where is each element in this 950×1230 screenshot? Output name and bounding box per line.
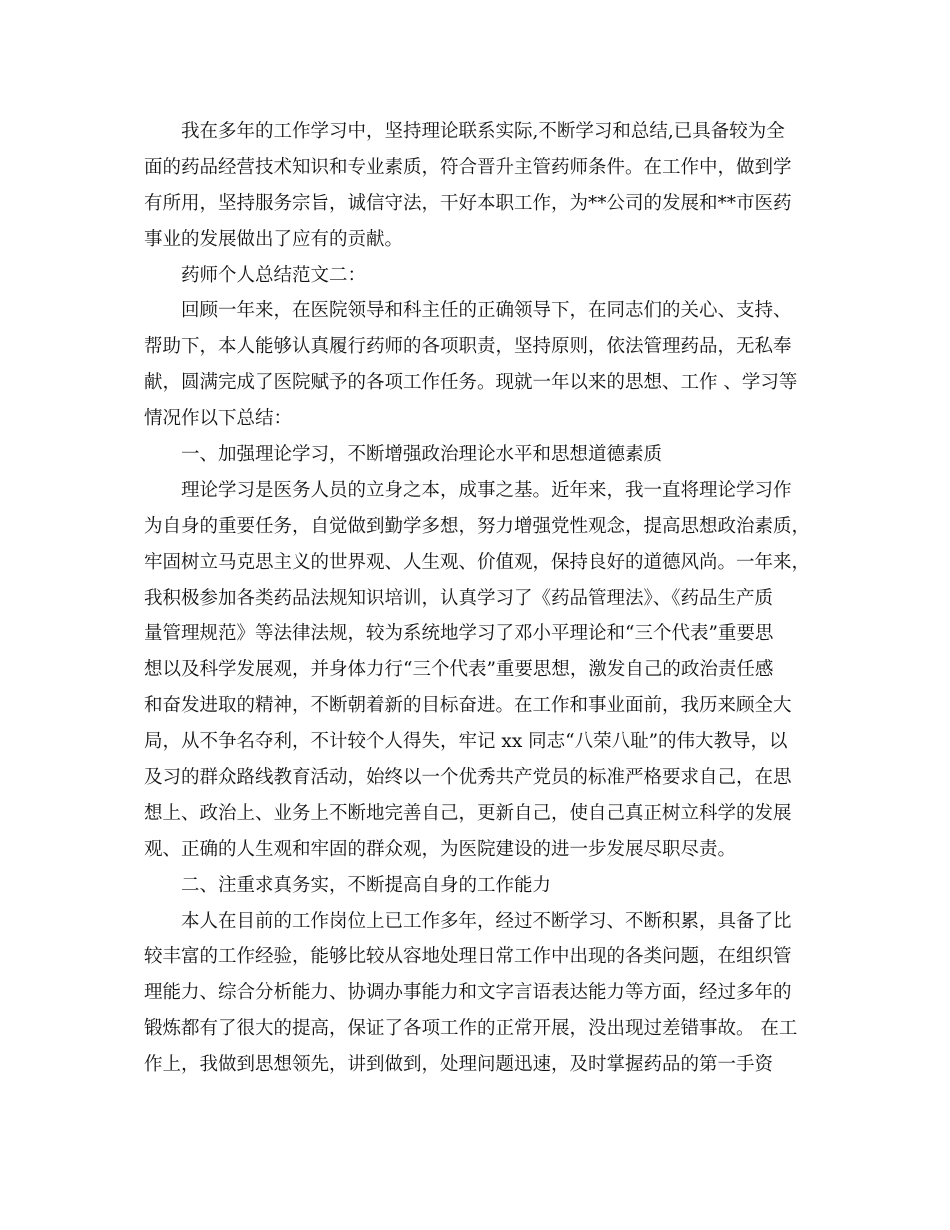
text-line: 及习的群众路线教育活动，始终以一个优秀共产党员的标准严格要求自己，在思 (144, 767, 792, 789)
text-line: 较丰富的工作经验，能够比较从容地处理日常工作中出现的各类问题，在组织管 (144, 946, 792, 968)
text-line: 和奋发进取的精神，不断朝着新的目标奋进。在工作和事业面前，我历来顾全大 (144, 695, 792, 717)
text-line: 事业的发展做出了应有的贡献。 (144, 228, 404, 250)
text-line: 一、加强理论学习，不断增强政治理论水平和思想道德素质 (181, 444, 663, 466)
text-line: 情况作以下总结： (144, 408, 293, 430)
text-line: 药师个人总结范文二： (181, 264, 367, 286)
text-line: 想以及科学发展观，并身体力行“三个代表”重要思想，激发自己的政治责任感 (144, 659, 774, 681)
text-line: 帮助下，本人能够认真履行药师的各项职责，坚持原则，依法管理药品，无私奉 (144, 336, 792, 358)
text-line: 我在多年的工作学习中，坚持理论联系实际,不断学习和总结,已具备较为全 (181, 121, 785, 142)
text-line: 有所用，坚持服务宗旨，诚信守法，干好本职工作，为**公司的发展和**市医药 (144, 192, 792, 214)
text-line: 牢固树立马克思主义的世界观、人生观、价值观，保持良好的道德风尚。一年来， (144, 551, 811, 573)
text-line: 本人在目前的工作岗位上已工作多年，经过不断学习、不断积累，具备了比 (181, 910, 792, 932)
document-body (144, 114, 811, 1083)
text-line: 献，圆满完成了医院赋予的各项工作任务。现就一年以来的思想、工作 、学习等 (144, 372, 798, 394)
text-line: 量管理规范》等法律法规，较为系统地学习了邓小平理论和“三个代表”重要思 (144, 623, 774, 645)
text-line: 回顾一年来，在医院领导和科主任的正确领导下，在同志们的关心、支持、 (181, 300, 792, 322)
text-line: 局，从不争名夺利，不计较个人得失，牢记 xx 同志“八荣八耻”的伟大教导，以 (144, 731, 788, 753)
text-line: 锻炼都有了很大的提高，保证了各项工作的正常开展，没出现过差错事故。 在工 (144, 1018, 798, 1040)
text-line: 为自身的重要任务，自觉做到勤学多想，努力增强党性观念，提高思想政治素质， (144, 515, 811, 537)
text-line: 想上、政治上、业务上不断地完善自己，更新自己，使自己真正树立科学的发展 (144, 802, 792, 824)
text-line: 面的药品经营技术知识和专业素质，符合晋升主管药师条件。在工作中，做到学 (144, 156, 792, 178)
text-line: 作上，我做到思想领先，讲到做到，处理问题迅速，及时掌握药品的第一手资 (144, 1054, 774, 1076)
text-line: 理能力、综合分析能力、协调办事能力和文字言语表达能力等方面，经过多年的 (144, 982, 792, 1004)
text-line: 我积极参加各类药品法规知识培训，认真学习了《药品管理法》、《药品生产质 (144, 587, 774, 609)
text-line: 观、正确的人生观和牢固的群众观，为医院建设的进一步发展尽职尽责。 (144, 838, 737, 860)
text-line: 二、注重求真务实，不断提高自身的工作能力 (181, 874, 552, 896)
text-line: 理论学习是医务人员的立身之本，成事之基。近年来，我一直将理论学习作 (181, 479, 792, 501)
